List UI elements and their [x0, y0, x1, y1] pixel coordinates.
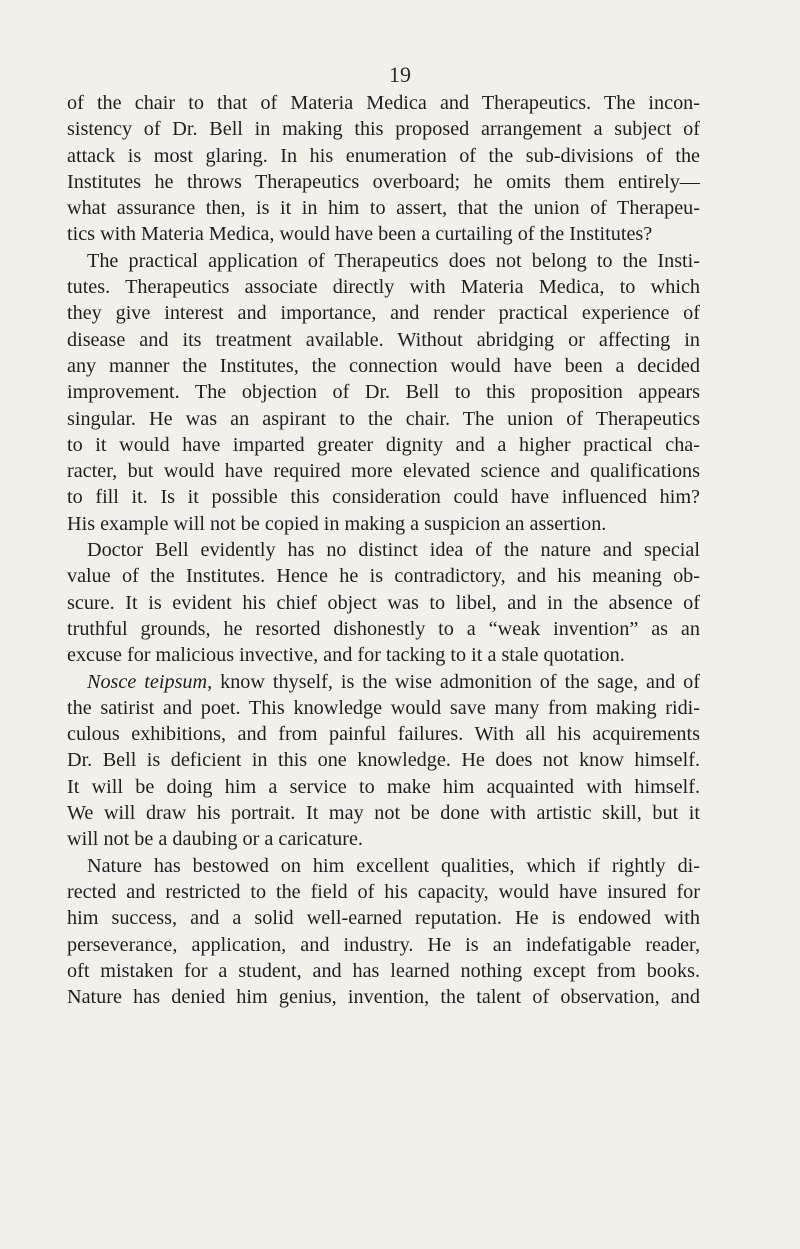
text-line: sistency of Dr. Bell in making this proposed arrangement a subject of — [67, 118, 700, 141]
text-line: the satirist and poet. This knowledge would save many from making ridi- — [67, 696, 700, 719]
text-line: disease and its treatment available. Without abridging or affecting in — [67, 328, 700, 351]
text-line: tics with Materia Medica, would have been a curtailing of the Institutes? — [67, 223, 653, 246]
text-line: value of the Institutes. Hence he is contradictory, and his meaning ob- — [67, 565, 700, 588]
text-line: oft mistaken for a student, and has learned nothing except from books. — [67, 959, 700, 982]
text-line: to it would have imparted greater dignity and a higher practical cha- — [67, 433, 700, 456]
text-line: any manner the Institutes, the connection would have been a decided — [67, 354, 700, 377]
text-line: Nature has bestowed on him excellent qualities, which if rightly di- — [87, 854, 700, 877]
text-line: attack is most glaring. In his enumeration of the sub-divisions of the — [67, 144, 700, 167]
text-line: It will be doing him a service to make him acquainted with himself. — [67, 775, 700, 798]
text-line: racter, but would have required more elevated science and qualifications — [67, 460, 700, 483]
italic-phrase: Nosce teipsum, — [87, 670, 213, 693]
page-number: 19 — [389, 62, 411, 87]
text-line: culous exhibitions, and from painful failures. With all his acquirements — [67, 723, 700, 746]
body-text — [67, 90, 700, 1010]
text-line: His example will not be copied in making a suspicion an assertion. — [67, 512, 607, 535]
text-line: him success, and a solid well-earned reputation. He is endowed with — [67, 907, 700, 930]
text-line: We will draw his portrait. It may not be done with artistic skill, but it — [67, 802, 700, 825]
text-line: truthful grounds, he resorted dishonestly to a “weak invention” as an — [67, 617, 700, 640]
text-line: Institutes he throws Therapeutics overboard; he omits them entirely— — [67, 170, 700, 193]
text-line: tutes. Therapeutics associate directly with Materia Medica, to which — [67, 276, 700, 299]
text-line: they give interest and importance, and render practical experience of — [67, 302, 700, 325]
text-line: excuse for malicious invective, and for tacking to it a stale quotation. — [67, 644, 625, 667]
text-line: rected and restricted to the field of his capacity, would have insured for — [67, 880, 700, 903]
text-line: perseverance, application, and industry. He is an indefatigable reader, — [67, 933, 700, 956]
text-line: The practical application of Therapeutics does not belong to the Insti- — [87, 249, 700, 272]
text-line: improvement. The objection of Dr. Bell to this proposition appears — [67, 381, 700, 404]
text-line: Dr. Bell is deficient in this one knowledge. He does not know himself. — [67, 749, 700, 772]
text-line: scure. It is evident his chief object was to libel, and in the absence of — [67, 591, 700, 614]
text-line: Doctor Bell evidently has no distinct idea of the nature and special — [87, 539, 700, 562]
text-line-content: know thyself, is the wise admonition of the sage, and of — [212, 670, 700, 693]
text-line: Nature has denied him genius, invention, the talent of observation, and — [67, 986, 700, 1009]
text-line: to fill it. Is it possible this consideration could have influenced him? — [67, 486, 700, 509]
text-line: of the chair to that of Materia Medica and Therapeutics. The incon- — [67, 92, 700, 114]
text-line — [67, 669, 700, 695]
text-line: what assurance then, is it in him to assert, that the union of Therapeu- — [67, 197, 700, 220]
text-line: singular. He was an aspirant to the chair. The union of Therapeutics — [67, 407, 700, 430]
text-line: will not be a daubing or a caricature. — [67, 828, 363, 851]
